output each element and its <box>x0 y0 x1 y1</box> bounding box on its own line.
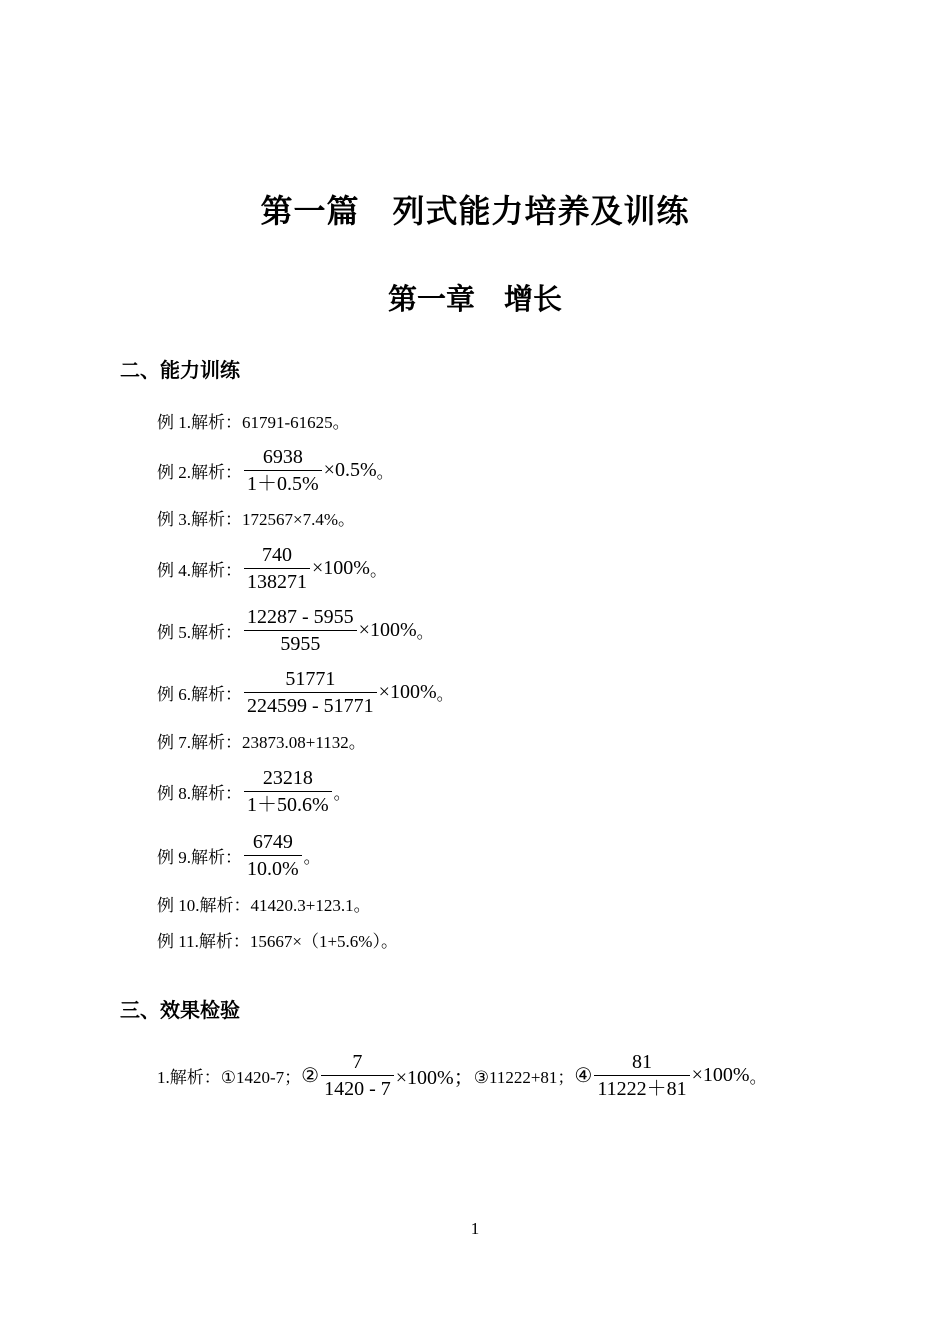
example-label: 例 7.解析： <box>157 733 242 752</box>
example-label: 例 4.解析： <box>157 561 242 580</box>
example-label: 例 11.解析： <box>157 932 250 951</box>
fraction-denominator: 1＋0.5% <box>247 473 319 495</box>
example-end: 。 <box>369 561 387 580</box>
example-multiplier: ×100% <box>358 619 417 641</box>
fraction <box>244 542 310 595</box>
fraction-numerator: 6749 <box>252 831 293 853</box>
example-3 <box>157 510 355 530</box>
check-part-4-tail: ×100% <box>691 1064 750 1086</box>
example-end: 。 <box>436 685 454 704</box>
fraction-numerator: 23218 <box>262 767 313 789</box>
example-10 <box>157 896 371 916</box>
check-label: 1.解析： <box>157 1068 221 1087</box>
fraction-numerator: 12287 - 5955 <box>247 606 354 628</box>
fraction <box>321 1049 394 1102</box>
example-11 <box>157 932 398 952</box>
check-end: 。 <box>749 1068 767 1087</box>
example-label: 例 8.解析： <box>157 784 242 803</box>
fraction-denominator: 224599 - 51771 <box>247 695 374 717</box>
check-part-4-mark: ④ <box>574 1065 593 1087</box>
fraction-numerator: 51771 <box>285 668 336 690</box>
example-multiplier: ×100% <box>312 557 370 579</box>
fraction <box>244 666 377 719</box>
fraction-denominator: 138271 <box>247 571 307 593</box>
check-item-1 <box>157 1049 767 1102</box>
example-5 <box>157 604 434 657</box>
check-part-2-tail: ×100%； <box>395 1067 474 1089</box>
example-label: 例 5.解析： <box>157 623 242 642</box>
example-end: 。 <box>416 623 434 642</box>
check-part-1: ①1420-7； <box>220 1068 302 1087</box>
example-end: 。 <box>303 848 321 867</box>
example-label: 例 9.解析： <box>157 848 242 867</box>
example-label: 例 10.解析： <box>157 896 251 915</box>
example-expression: 61791-61625。 <box>242 413 350 432</box>
fraction <box>594 1049 689 1102</box>
fraction <box>244 829 302 882</box>
example-expression: 23873.08+1132。 <box>242 733 366 752</box>
example-label: 例 2.解析： <box>157 463 242 482</box>
example-9 <box>157 829 321 882</box>
fraction <box>244 604 357 657</box>
section-heading-training: 二、能力训练 <box>120 358 240 382</box>
example-end: 。 <box>333 784 351 803</box>
fraction-numerator: 6938 <box>262 446 303 468</box>
example-6 <box>157 666 454 719</box>
example-label: 例 3.解析： <box>157 510 242 529</box>
page-number: 1 <box>470 1219 480 1238</box>
example-2 <box>157 444 394 497</box>
section-heading-check: 三、效果检验 <box>120 998 240 1022</box>
fraction <box>244 765 332 818</box>
example-multiplier: ×100% <box>378 681 437 703</box>
part-title: 第一篇 列式能力培养及训练 <box>260 192 690 230</box>
fraction-denominator: 11222＋81 <box>597 1078 687 1100</box>
example-label: 例 6.解析： <box>157 685 242 704</box>
fraction-numerator: 740 <box>262 544 292 566</box>
example-label: 例 1.解析： <box>157 413 242 432</box>
example-expression: 172567×7.4%。 <box>242 510 355 529</box>
check-part-3: ③11222+81； <box>473 1068 575 1087</box>
fraction <box>244 444 322 497</box>
fraction-denominator: 5955 <box>280 633 321 655</box>
fraction-denominator: 10.0% <box>247 858 299 880</box>
fraction-denominator: 1＋50.6% <box>247 794 329 816</box>
example-expression: 41420.3+123.1。 <box>250 896 371 915</box>
example-end: 。 <box>376 463 394 482</box>
example-1 <box>157 413 350 433</box>
example-8 <box>157 765 351 818</box>
example-7 <box>157 733 366 753</box>
chapter-title: 第一章 增长 <box>387 282 562 316</box>
example-expression: 15667×（1+5.6%）。 <box>249 932 398 951</box>
example-4 <box>157 542 387 595</box>
fraction-denominator: 1420 - 7 <box>324 1078 391 1100</box>
fraction-numerator: 81 <box>631 1051 652 1073</box>
fraction-numerator: 7 <box>352 1051 363 1073</box>
example-multiplier: ×0.5% <box>323 459 377 481</box>
check-part-2-mark: ② <box>301 1065 320 1087</box>
